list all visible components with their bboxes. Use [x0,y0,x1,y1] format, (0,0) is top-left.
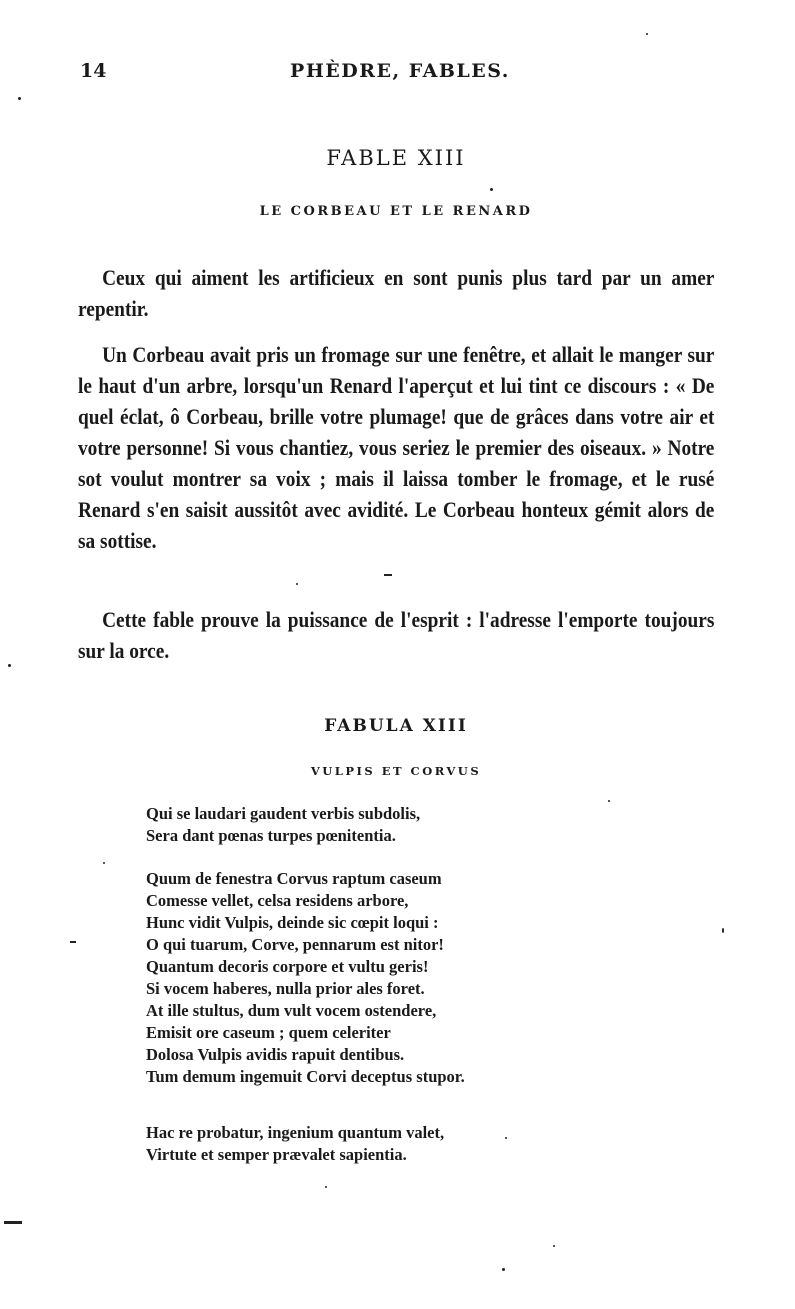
scan-speck [608,800,610,802]
verse-line: At ille stultus, dum vult vocem ostendere, [146,1001,437,1020]
verse-line: Comesse vellet, celsa residens arbore, [146,891,409,910]
scan-speck [490,188,493,191]
verse-line: Quum de fenestra Corvus raptum caseum [146,869,442,888]
french-lesson [78,604,714,666]
scan-mark [384,574,392,576]
scan-speck [8,664,11,667]
scan-speck [502,1268,505,1271]
scan-speck [103,862,105,864]
scan-speck [553,1245,555,1247]
scan-speck [296,583,298,585]
verse-line: O qui tuarum, Corve, pennarum est nitor! [146,935,444,954]
french-story-text: Un Corbeau avait pris un fromage sur une fenêtre, et allait le manger sur le haut d'un arbre, lorsqu'un Renard l'aperçut et lui tint ce discours : « De quel éclat, ô Corbeau, brille votre plumage! que de grâces dans votre air et votre personne! Si vous chantiez, vous seriez le premier des oiseaux. » Notre sot voulut montrer sa voix ; mais il laissa tomber le fromage, et le rusé Renard s'en saisit aussitôt avec avidité. Le Corbeau honteux gémit alors de sa sottise. [78,342,715,553]
verse-line: Hac re probatur, ingenium quantum valet, [146,1123,445,1142]
latin-stanza-1 [146,803,566,847]
latin-stanza-3 [146,1122,566,1166]
scan-speck [646,33,648,35]
scan-mark [70,941,76,943]
latin-stanza-2 [146,868,566,1088]
french-fable-subtitle: LE CORBEAU ET LE RENARD [259,204,533,219]
verse-line: Sera dant pœnas turpes pœnitentia. [146,826,396,845]
page-number: 14 [80,60,107,82]
scan-speck [325,1186,327,1188]
scan-speck [18,97,21,100]
running-head [80,60,720,84]
french-story [78,339,714,556]
scan-speck [722,928,724,933]
running-title: PHÈDRE, FABLES. [290,60,510,82]
verse-line: Dolosa Vulpis avidis rapuit dentibus. [146,1045,405,1064]
verse-line: Si vocem haberes, nulla prior ales foret. [146,979,425,998]
verse-line: Virtute et semper prævalet sapientia. [146,1145,407,1164]
french-moral [78,262,714,324]
verse-line: Qui se laudari gaudent verbis subdolis, [146,804,421,823]
scan-speck [505,1137,507,1139]
verse-line: Quantum decoris corpore et vultu geris! [146,957,429,976]
french-fable-title: FABLE XIII [326,146,466,170]
verse-line: Emisit ore caseum ; quem celeriter [146,1023,391,1042]
scan-mark [4,1221,22,1224]
latin-fable-subtitle: VULPIS ET CORVUS [310,764,482,778]
french-lesson-text: Cette fable prouve la puissance de l'esprit : l'adresse l'emporte toujours sur la orce. [78,607,715,663]
latin-fable-title: FABULA XIII [324,716,468,736]
verse-line: Hunc vidit Vulpis, deinde sic cœpit loqui : [146,913,439,932]
french-moral-text: Ceux qui aiment les artificieux en sont punis plus tard par un amer repentir. [78,265,715,321]
verse-line: Tum demum ingemuit Corvi deceptus stupor. [146,1067,465,1086]
